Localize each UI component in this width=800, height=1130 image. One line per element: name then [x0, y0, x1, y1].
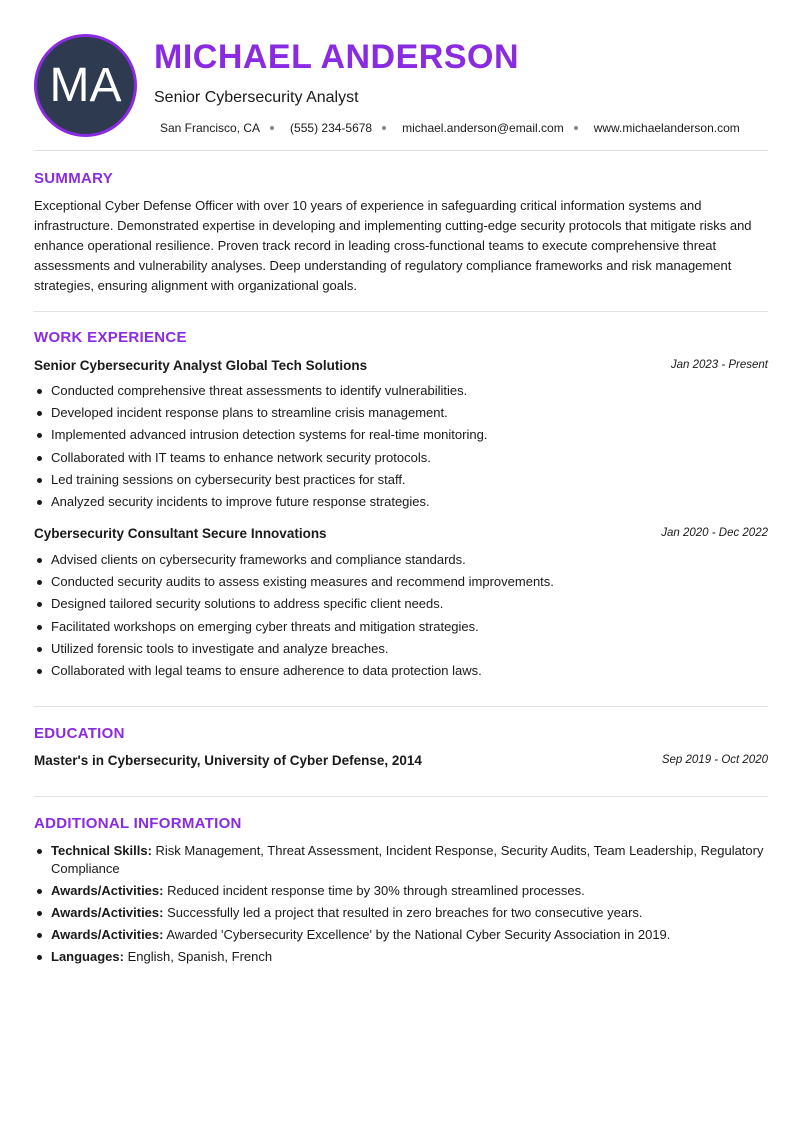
list-item: Led training sessions on cybersecurity best practices for staff. [34, 472, 768, 488]
list-item: Developed incident response plans to streamline crisis management. [34, 405, 768, 421]
separator-dot [382, 126, 386, 130]
job-dates: Jan 2023 - Present [670, 359, 768, 371]
job-header [34, 358, 768, 376]
list-item: Facilitated workshops on emerging cyber threats and mitigation strategies. [34, 619, 768, 635]
list-item: Utilized forensic tools to investigate and analyze breaches. [34, 641, 768, 657]
contact-website[interactable]: www.michaelanderson.com [593, 121, 740, 135]
item-text: Reduced incident response time by 30% through streamlined processes. [163, 883, 585, 898]
job-dates: Jan 2020 - Dec 2022 [661, 527, 768, 539]
contact-phone: (555) 234-5678 [290, 121, 373, 135]
list-item: Conducted security audits to assess existing measures and recommend improvements. [34, 574, 768, 590]
education-heading: EDUCATION [34, 725, 125, 742]
education-entry [34, 753, 768, 771]
contact-location: San Francisco, CA [160, 121, 261, 135]
list-item [34, 926, 768, 944]
summary-text: Exceptional Cyber Defense Officer with over 10 years of experience in safeguarding critical information systems and infrastructure. Demonstrated expertise in developing and implementing cutting-edge security protocols that mitigate risks and enhance operational resilience. Proven track record in leading cross-functional teams to execute comprehensive threat assessments and vulnerability analyses. Deep understanding of regulatory compliance frameworks and risk management strategies, ensuring alignment with organizational goals. [34, 198, 752, 293]
item-label: Awards/Activities: [51, 905, 164, 920]
separator-dot [574, 126, 578, 130]
list-item: Advised clients on cybersecurity frameworks and compliance standards. [34, 552, 768, 568]
avatar-initials: MA [49, 59, 122, 112]
item-text: Awarded 'Cybersecurity Excellence' by the National Cyber Security Association in 2019. [163, 927, 671, 942]
avatar [34, 34, 137, 137]
item-text: English, Spanish, French [123, 949, 273, 964]
job-title: Cybersecurity Consultant Secure Innovations [34, 526, 327, 541]
divider [34, 311, 768, 312]
list-item [34, 948, 768, 966]
experience-heading: WORK EXPERIENCE [34, 329, 187, 346]
job-title: Senior Cybersecurity Analyst Global Tech Solutions [34, 358, 368, 373]
list-item [34, 842, 768, 878]
job-header [34, 526, 768, 544]
degree: Master's in Cybersecurity, University of Cyber Defense, 2014 [34, 753, 422, 768]
item-label: Languages: [51, 949, 124, 964]
summary-heading: SUMMARY [34, 170, 114, 187]
education-dates: Sep 2019 - Oct 2020 [661, 754, 768, 766]
divider [34, 706, 768, 707]
divider [34, 796, 768, 797]
candidate-name: MICHAEL ANDERSON [154, 38, 520, 76]
divider [34, 150, 768, 151]
list-item: Analyzed security incidents to improve future response strategies. [34, 494, 768, 510]
resume-header [34, 34, 768, 138]
item-label: Awards/Activities: [51, 883, 164, 898]
item-label: Awards/Activities: [51, 927, 164, 942]
item-label: Technical Skills: [51, 843, 152, 858]
list-item: Conducted comprehensive threat assessments to identify vulnerabilities. [34, 383, 768, 399]
list-item: Implemented advanced intrusion detection systems for real-time monitoring. [34, 427, 768, 443]
contact-email[interactable]: michael.anderson@email.com [402, 121, 564, 135]
list-item: Designed tailored security solutions to address specific client needs. [34, 596, 768, 612]
list-item [34, 882, 768, 900]
job-bullets [34, 383, 768, 516]
separator-dot [270, 126, 274, 130]
candidate-role: Senior Cybersecurity Analyst [154, 89, 359, 106]
job-bullets [34, 552, 768, 685]
list-item [34, 904, 768, 922]
list-item: Collaborated with IT teams to enhance network security protocols. [34, 450, 768, 466]
additional-heading: ADDITIONAL INFORMATION [34, 815, 242, 832]
contact-line [160, 121, 740, 135]
item-text: Successfully led a project that resulted in zero breaches for two consecutive years. [163, 905, 643, 920]
additional-list [34, 842, 768, 970]
item-text: Risk Management, Threat Assessment, Incident Response, Security Audits, Team Leadership, Regulatory Compliance [51, 843, 764, 876]
list-item: Collaborated with legal teams to ensure adherence to data protection laws. [34, 663, 768, 679]
